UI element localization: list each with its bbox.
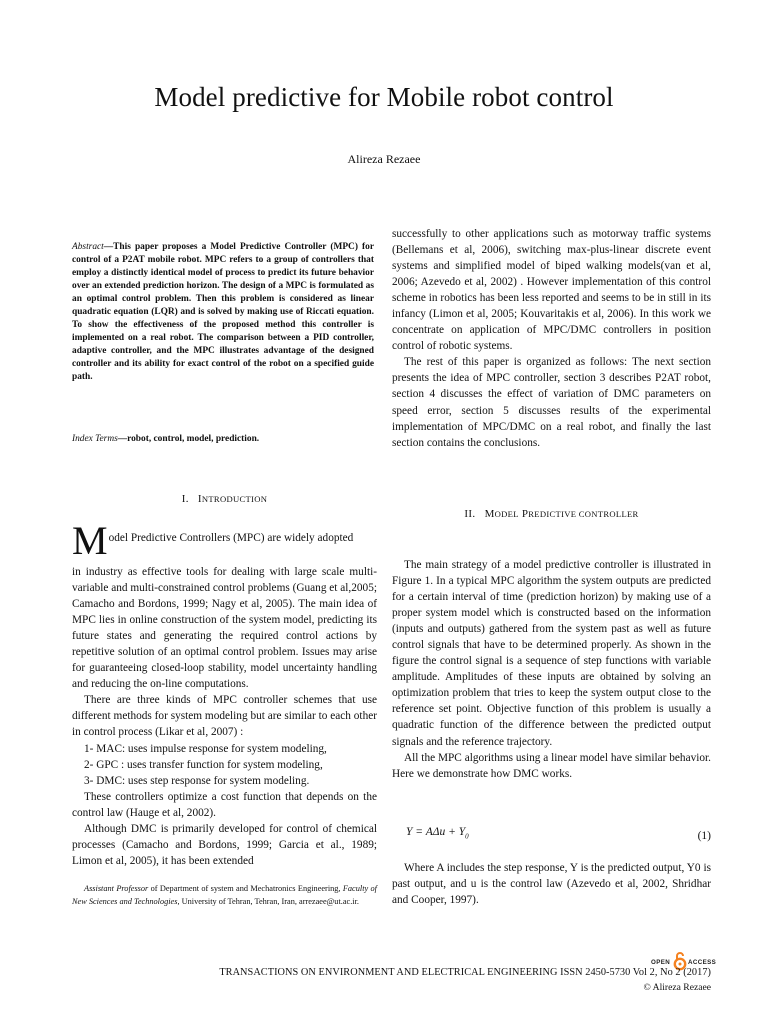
right-column-top	[392, 226, 711, 451]
intro-first-line: odel Predictive Controllers (MPC) are widely adopted	[108, 532, 354, 544]
intro-paragraph-4: Although DMC is primarily developed for control of chemical processes (Camacho and Bordons, 1999; Garcia et al., 1989; Limon et al, 2005), it has been extended	[72, 822, 377, 867]
index-terms	[72, 433, 374, 446]
right-paragraph-5: Where A includes the step response, Y is the predicted output, Y0 is past output, and u is the control law (Azevedo et al, 2002, Shridhar and Cooper, 1997).	[392, 862, 711, 907]
paper-title: Model predictive for Mobile robot control	[154, 82, 614, 112]
list-item: 1- MAC: uses impulse response for system modeling,	[84, 742, 327, 755]
section-heading-initial: I	[197, 493, 202, 505]
equation-1	[406, 826, 711, 846]
footnote-faculty: Faculty of New Sciences and Technologies	[72, 884, 377, 906]
intro-paragraph-1	[72, 518, 377, 563]
section-heading-rest: ODEL	[494, 509, 519, 519]
left-column-body	[72, 518, 377, 869]
right-paragraph-4: All the MPC algorithms using a linear model have similar behavior. Here we demonstrate how DMC works.	[392, 751, 711, 780]
author-name: Alireza Rezaee	[347, 152, 421, 166]
footnote-text-2: , University of Tehran, Tehran, Iran, arrezaee@ut.ac.ir.	[177, 896, 359, 906]
section-heading-initial: M	[484, 508, 495, 520]
intro-paragraph-2: There are three kinds of MPC controller schemes that use different methods for system modeling but are similar to each other in control process (Likar et al, 2007) :	[72, 694, 377, 739]
right-column-lower	[392, 557, 711, 782]
section-heading-mpc	[392, 508, 711, 520]
equation-text: Y = AΔu + Y	[406, 826, 466, 838]
journal-footer: TRANSACTIONS ON ENVIRONMENT AND ELECTRICAL ENGINEERING ISSN 2450-5730 Vol 2, No 2 (2017)	[219, 967, 711, 978]
footnote-text-1: of Department of system and Mechatronics Engineering,	[148, 884, 343, 893]
open-access-word-open: OPEN	[651, 959, 671, 966]
intro-paragraph-1-rest: in industry as effective tools for dealing with large scale multi-variable and multi-constrained control problems (Guang et al,2005; Camacho and Bordons, 1999; Nagy et al, 2005). The main idea of MPC lies in online construction of the system model, predicting its future states and generating the required control actions by repetitive solution of an optimal control problem. Issues may arise for guaranteeing closed-loop stability, model uncertainty handling and reducing the on-line computations.	[72, 566, 377, 691]
section-heading-rest: REDICTIVE CONTROLLER	[528, 509, 639, 519]
list-item: 2- GPC : uses transfer function for system modeling,	[84, 758, 323, 771]
list-item: 3- DMC: uses step response for system modeling.	[84, 774, 310, 787]
abstract-label: Abstract	[72, 242, 104, 252]
equation-number: (1)	[697, 830, 711, 842]
section-heading-rest: NTRODUCTION	[201, 494, 268, 504]
right-paragraph-1: successfully to other applications such as motorway traffic systems (Bellemans et al, 2006), switching max-plus-linear discrete event systems and simplified model of biped walking models(van et al, 2006; Azevedo et al, 2002) . However implementation of this control scheme in robotics has been less reported and seems to be in still in its infancy (Limon et al, 2005; Kouvaritakis et al, 2006). In this work we concentrate on application of MPC/DMC controllers in position control of robotic systems.	[392, 228, 711, 353]
abstract-text: —This paper proposes a Model Predictive Controller (MPC) for control of a P2AT mobile robot. MPC refers to a group of controllers that employ a distinctly identical model of process to predict its future behavior over an extended prediction horizon. The design of a MPC is formulated as an optimal control problem. Then this problem is considered as linear quadratic equation (LQR) and is solved by making use of Riccati equation. To show the effectiveness of the proposed method this controller is implemented on a real robot. The comparison between a PID controller, adaptive controller, and the MPC illustrates advantage of the designed controller and its ability for exact control of the robot on a specified guide path.	[72, 242, 374, 382]
open-access-word-access: ACCESS	[688, 959, 717, 966]
index-terms-label: Index Terms	[72, 434, 118, 444]
equation-subscript: 0	[465, 832, 469, 841]
right-paragraph-3: The main strategy of a model predictive controller is illustrated in Figure 1. In a typical MPC algorithm the system outputs are predicted for a certain interval of time (prediction horizon) by making use of a proper system model which is constructed based on the information (inputs and outputs) gathered from the system past as well as future control signals that have to be determined properly. As shown in the figure the control signal is a sequence of step functions with variable amplitude. Amplitudes of these inputs are obtained by solving an optimization problem that tries to keep the system output close to the reference set point. Objective function of this problem is usually a quadratic function of the difference between the predicted output signals and the reference trajectory.	[392, 559, 711, 748]
author-footnote	[72, 883, 377, 908]
drop-cap: M	[72, 518, 108, 563]
right-paragraph-2: The rest of this paper is organized as follows: The next section presents the idea of MPC controller, section 3 describes P2AT robot, section 4 discusses the effect of variation of DMC parameters on speed error, section 5 discusses results of the experimental implementation of MPC/DMC on a real robot, and finally the last section contains the conclusions.	[392, 356, 711, 449]
section-numeral: II.	[464, 508, 476, 520]
intro-paragraph-3: These controllers optimize a cost function that depends on the control law (Hauge et al, 2002).	[72, 790, 377, 819]
footnote-role: Assistant Professor	[84, 884, 149, 893]
section-numeral: I.	[181, 493, 189, 505]
section-heading-initial: P	[521, 508, 529, 520]
abstract	[72, 241, 374, 383]
section-heading-introduction	[72, 493, 377, 505]
copyright-notice: © Alireza Rezaee	[643, 982, 711, 993]
right-column-bottom	[392, 860, 711, 908]
index-terms-text: —robot, control, model, prediction.	[117, 434, 260, 444]
equation-body	[406, 826, 469, 840]
